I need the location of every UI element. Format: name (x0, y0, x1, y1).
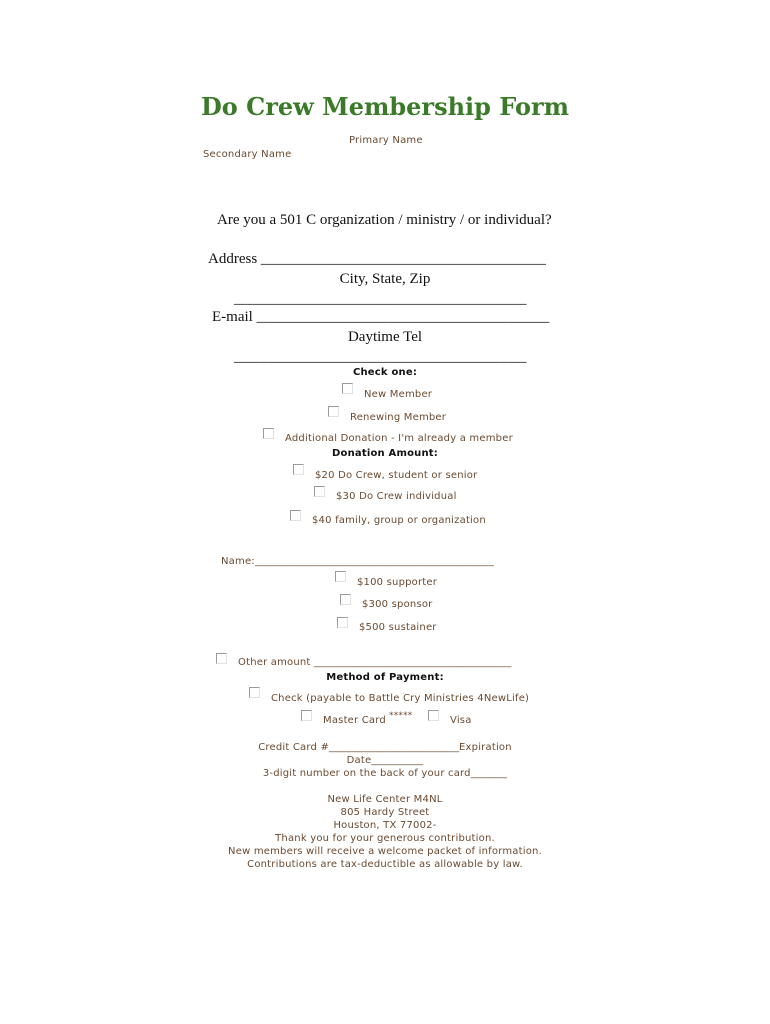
daytime-tel-field[interactable]: _______________________________________ (234, 349, 527, 365)
cvv-field[interactable]: 3-digit number on the back of your card_______ (262, 768, 508, 779)
method-of-payment-heading: Method of Payment: (326, 672, 444, 683)
footer-org-name: New Life Center M4NL (327, 794, 443, 805)
footer-thanks: Thank you for your generous contribution. (275, 833, 495, 844)
donation-500-checkbox[interactable] (337, 617, 348, 628)
donation-40-checkbox[interactable] (290, 510, 301, 521)
daytime-tel-label: Daytime Tel (347, 329, 423, 345)
renewing-member-label: Renewing Member (350, 412, 447, 423)
check-payment-label: Check (payable to Battle Cry Ministries 4NewLife) (271, 693, 530, 704)
donation-30-label: $30 Do Crew individual (336, 491, 457, 502)
master-card-label: Master Card (323, 715, 386, 726)
visa-label: Visa (450, 715, 472, 726)
check-one-heading: Check one: (352, 367, 418, 378)
renewing-member-checkbox[interactable] (328, 406, 339, 417)
footer-city: Houston, TX 77002- (333, 820, 437, 831)
city-state-zip-label: City, State, Zip (339, 271, 431, 287)
address-field[interactable]: Address ______________________________________ (208, 251, 546, 267)
donation-20-checkbox[interactable] (293, 464, 304, 475)
donation-100-checkbox[interactable] (335, 571, 346, 582)
donation-amount-heading: Donation Amount: (332, 448, 438, 459)
donation-40-label: $40 family, group or organization (312, 515, 486, 526)
credit-card-field[interactable]: Credit Card #_________________________Expiration (258, 742, 512, 753)
master-card-checkbox[interactable] (301, 710, 312, 721)
check-payment-checkbox[interactable] (249, 687, 260, 698)
donation-300-label: $300 sponsor (362, 599, 433, 610)
footer-tax-note: Contributions are tax-deductible as allowable by law. (247, 859, 523, 870)
expiration-date-field[interactable]: Date__________ (346, 755, 424, 766)
footer-street: 805 Hardy Street (340, 807, 430, 818)
donation-300-checkbox[interactable] (340, 594, 351, 605)
primary-name-label: Primary Name (349, 135, 423, 146)
city-state-zip-field[interactable]: _______________________________________ (234, 291, 527, 307)
donation-500-label: $500 sustainer (359, 622, 437, 633)
name-field[interactable]: Name:______________________________________________ (221, 556, 495, 567)
other-amount-checkbox[interactable] (216, 653, 227, 664)
donation-100-label: $100 supporter (357, 577, 438, 588)
other-amount-field[interactable]: Other amount ______________________________________ (238, 657, 512, 668)
email-field[interactable]: E-mail _______________________________________ (212, 309, 550, 325)
new-member-label: New Member (364, 389, 433, 400)
footer-welcome-note: New members will receive a welcome packet of information. (228, 846, 542, 857)
master-card-stars: ***** (389, 711, 413, 721)
secondary-name-label: Secondary Name (203, 149, 292, 160)
donation-20-label: $20 Do Crew, student or senior (315, 470, 478, 481)
additional-donation-checkbox[interactable] (263, 428, 274, 439)
form-title: Do Crew Membership Form (200, 92, 570, 121)
donation-30-checkbox[interactable] (314, 486, 325, 497)
new-member-checkbox[interactable] (342, 383, 353, 394)
additional-donation-label: Additional Donation - I'm already a member (285, 433, 513, 444)
organization-question: Are you a 501 C organization / ministry / or individual? (217, 212, 552, 228)
visa-checkbox[interactable] (428, 710, 439, 721)
